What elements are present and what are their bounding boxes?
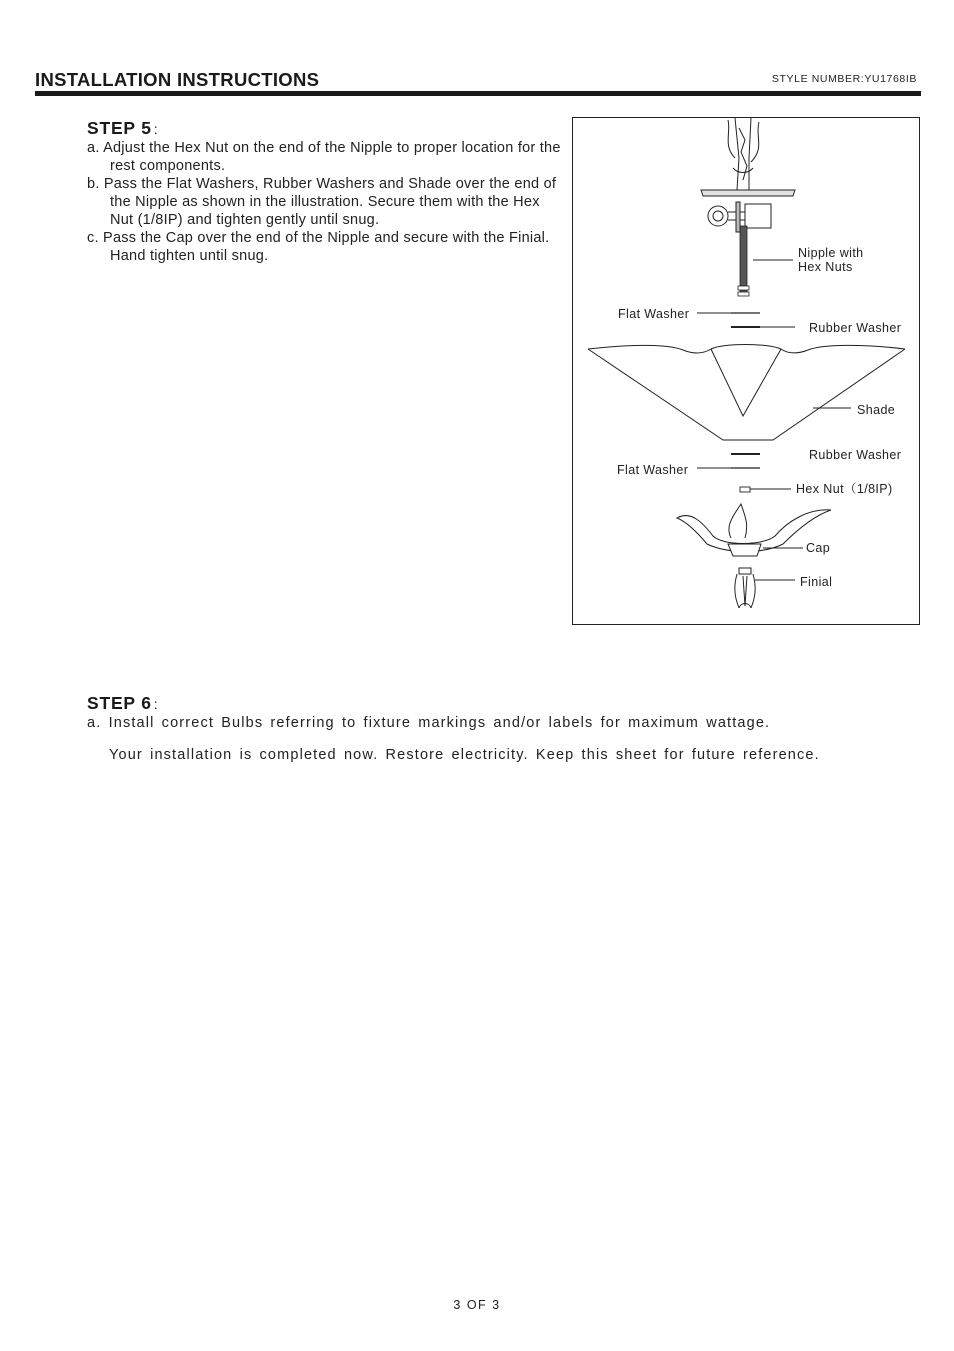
label-cap: Cap: [806, 541, 831, 555]
nipple-with-hex-nuts: [738, 226, 749, 296]
socket: [708, 202, 771, 232]
step5-item-a: a. Adjust the Hex Nut on the end of the Nipple to proper location for the rest components.: [87, 140, 561, 174]
step5-heading-text: STEP 5: [87, 118, 152, 138]
step6-heading-colon: :: [153, 696, 159, 712]
label-hex-nut: Hex Nut（1/8IP): [796, 482, 893, 496]
step5-item-b: b. Pass the Flat Washers, Rubber Washers and Shade over the end of the Nipple as shown in the illustration. Secure them with the Hex Nut (1/8IP) and tighten gently until snug.: [87, 176, 557, 228]
step5-heading-colon: :: [153, 121, 159, 137]
canopy-plate: [701, 190, 795, 196]
finial: [735, 568, 755, 608]
fixture-arm: [728, 118, 759, 190]
step6-closing: Your installation is completed now. Restore electricity. Keep this sheet for future reference.: [109, 747, 820, 763]
step6-item-a: a. Install correct Bulbs referring to fixture markings and/or labels for maximum wattage.: [87, 715, 771, 731]
header-divider: [35, 91, 921, 96]
style-number: STYLE NUMBER:YU1768IB: [771, 73, 917, 85]
step6-heading: [87, 693, 159, 714]
label-nipple-line1: Nipple with: [798, 246, 864, 260]
label-shade: Shade: [857, 403, 896, 417]
step6-heading-text: STEP 6: [87, 693, 152, 713]
page-title: INSTALLATION INSTRUCTIONS: [35, 69, 320, 90]
page-number: 3 OF 3: [453, 1298, 501, 1312]
step5-instructions: [87, 139, 567, 265]
label-rubber-washer-top: Rubber Washer: [809, 321, 902, 335]
assembly-diagram: [572, 117, 920, 625]
label-flat-washer-top: Flat Washer: [618, 307, 690, 321]
shade: [588, 345, 905, 441]
label-rubber-washer-bottom: Rubber Washer: [809, 448, 902, 462]
label-flat-washer-bottom: Flat Washer: [617, 463, 689, 477]
assembly-illustration: [573, 118, 919, 624]
label-finial: Finial: [800, 575, 833, 589]
step5-item-c: c. Pass the Cap over the end of the Nipple and secure with the Finial. Hand tighten until snug.: [87, 230, 550, 264]
step5-heading: [87, 118, 159, 139]
label-nipple-line2: Hex Nuts: [798, 260, 853, 274]
hex-nut: [740, 487, 750, 492]
